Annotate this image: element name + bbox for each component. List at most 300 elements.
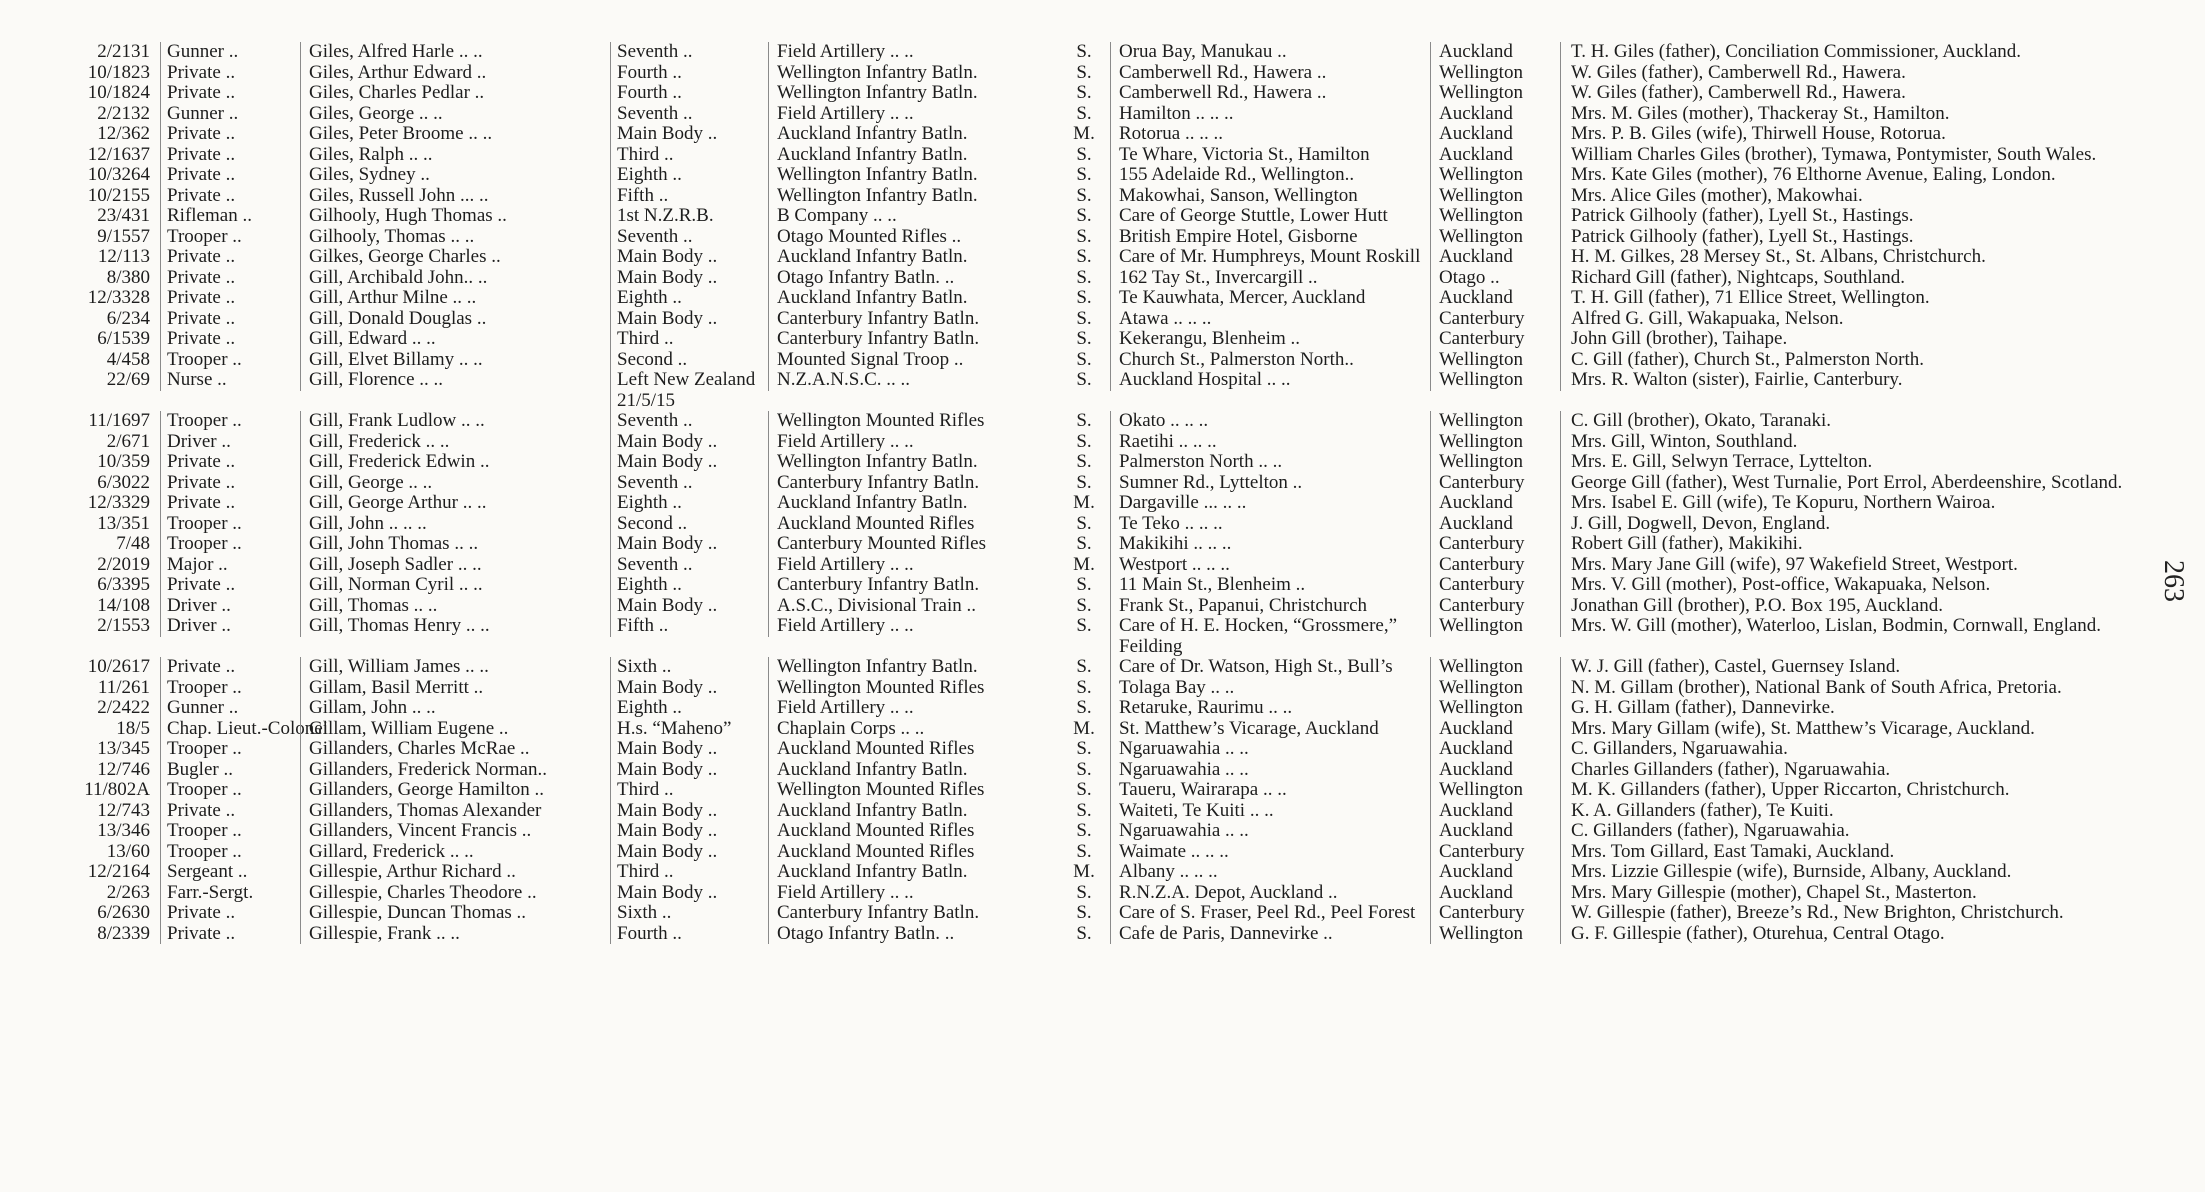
district-cell: Auckland: [1430, 124, 1560, 145]
draft-cell: Main Body ..: [610, 842, 768, 863]
address-cell: Care of George Stuttle, Lower Hutt: [1110, 206, 1430, 227]
unit-cell: Otago Mounted Rifles ..: [768, 227, 1058, 248]
unit-cell: Auckland Infantry Batln.: [768, 801, 1058, 822]
marital-status-cell: S.: [1076, 41, 1092, 62]
regimental-number-cell: 14/108: [97, 594, 150, 616]
marital-status-cell: S.: [1076, 676, 1092, 698]
rank-cell: Trooper ..: [160, 842, 300, 863]
next-of-kin-cell: Alfred G. Gill, Wakapuaka, Nelson.: [1560, 309, 2140, 330]
district-cell: Auckland: [1430, 42, 1560, 63]
address-cell: 162 Tay St., Invercargill ..: [1110, 268, 1430, 289]
next-of-kin-cell: Mrs. Kate Giles (mother), 76 Elthorne Avenue, Ealing, London.: [1560, 165, 2140, 186]
soldier-name-cell: Gill, Elvet Billamy .. ..: [300, 350, 610, 371]
marital-status-cell: M.: [1073, 717, 1095, 739]
district-cell: Canterbury: [1430, 842, 1560, 863]
unit-cell: Wellington Infantry Batln.: [768, 63, 1058, 84]
unit-cell: Otago Infantry Batln. ..: [768, 268, 1058, 289]
rank-cell: Trooper ..: [160, 821, 300, 842]
table-row: [0, 268, 2140, 289]
next-of-kin-cell: T. H. Gill (father), 71 Ellice Street, Wellington.: [1560, 288, 2140, 309]
address-cell: Care of S. Fraser, Peel Rd., Peel Forest: [1110, 903, 1430, 924]
marital-status-cell: S.: [1076, 369, 1092, 390]
regimental-number-cell: 11/802A: [84, 779, 150, 800]
district-cell: Auckland: [1430, 247, 1560, 268]
regimental-number-cell: 8/2339: [97, 922, 150, 944]
soldier-name-cell: Giles, Alfred Harle .. ..: [300, 42, 610, 63]
draft-cell: Second ..: [610, 350, 768, 371]
draft-cell: Sixth ..: [610, 657, 768, 678]
unit-cell: Field Artillery .. ..: [768, 698, 1058, 719]
marital-status-cell: M.: [1073, 492, 1095, 513]
regimental-number-cell: 6/2630: [97, 902, 150, 923]
next-of-kin-cell: G. H. Gillam (father), Dannevirke.: [1560, 698, 2140, 719]
draft-cell: Main Body ..: [610, 247, 768, 268]
regimental-number-cell: 12/362: [97, 123, 150, 144]
next-of-kin-cell: M. K. Gillanders (father), Upper Riccarton, Christchurch.: [1560, 780, 2140, 801]
regimental-number-cell: 6/234: [106, 307, 150, 329]
rank-cell: Major ..: [160, 555, 300, 576]
soldier-name-cell: Gill, John .. .. ..: [300, 514, 610, 535]
marital-status-cell: S.: [1076, 287, 1092, 308]
address-cell: Te Kauwhata, Mercer, Auckland: [1110, 288, 1430, 309]
table-row: [0, 678, 2140, 699]
next-of-kin-cell: Mrs. Isabel E. Gill (wife), Te Kopuru, Northern Wairoa.: [1560, 493, 2140, 514]
district-cell: Wellington: [1430, 780, 1560, 801]
rank-cell: Private ..: [160, 247, 300, 268]
next-of-kin-cell: Mrs. Lizzie Gillespie (wife), Burnside, Albany, Auckland.: [1560, 862, 2140, 883]
district-cell: Wellington: [1430, 678, 1560, 699]
address-cell: Raetihi .. .. ..: [1110, 432, 1430, 453]
soldier-name-cell: Gillanders, Frederick Norman..: [300, 760, 610, 781]
soldier-name-cell: Gill, Joseph Sadler .. ..: [300, 555, 610, 576]
unit-cell: Wellington Infantry Batln.: [768, 657, 1058, 678]
next-of-kin-cell: N. M. Gillam (brother), National Bank of South Africa, Pretoria.: [1560, 678, 2140, 699]
marital-status-cell: S.: [1076, 246, 1092, 267]
marital-status-cell: S.: [1076, 574, 1092, 595]
regimental-number-cell: 10/2155: [87, 184, 150, 206]
unit-cell: Field Artillery .. ..: [768, 883, 1058, 904]
rank-cell: Private ..: [160, 145, 300, 166]
rank-cell: Private ..: [160, 186, 300, 207]
table-row: [0, 616, 2140, 657]
soldier-name-cell: Gill, Archibald John.. ..: [300, 268, 610, 289]
draft-cell: Main Body ..: [610, 534, 768, 555]
unit-cell: Mounted Signal Troop ..: [768, 350, 1058, 371]
district-cell: Wellington: [1430, 698, 1560, 719]
table-row: [0, 227, 2140, 248]
rank-cell: Private ..: [160, 165, 300, 186]
marital-status-cell: S.: [1076, 82, 1092, 103]
draft-cell: Main Body ..: [610, 124, 768, 145]
address-cell: Te Teko .. .. ..: [1110, 514, 1430, 535]
rank-cell: Bugler ..: [160, 760, 300, 781]
district-cell: Auckland: [1430, 760, 1560, 781]
soldier-name-cell: Gill, Norman Cyril .. ..: [300, 575, 610, 596]
district-cell: Auckland: [1430, 739, 1560, 760]
marital-status-cell: S.: [1076, 61, 1092, 83]
next-of-kin-cell: George Gill (father), West Turnalie, Port Errol, Aberdeenshire, Scotland.: [1560, 473, 2140, 494]
next-of-kin-cell: Mrs. Tom Gillard, East Tamaki, Auckland.: [1560, 842, 2140, 863]
draft-cell: Seventh ..: [610, 555, 768, 576]
table-row: [0, 821, 2140, 842]
next-of-kin-cell: Mrs. R. Walton (sister), Fairlie, Canterbury.: [1560, 370, 2140, 391]
unit-cell: Auckland Infantry Batln.: [768, 760, 1058, 781]
regimental-number-cell: 4/458: [106, 348, 150, 370]
district-cell: Canterbury: [1430, 329, 1560, 350]
marital-status-cell: S.: [1076, 594, 1092, 616]
next-of-kin-cell: G. F. Gillespie (father), Oturehua, Central Otago.: [1560, 924, 2140, 945]
marital-status-cell: S.: [1076, 205, 1092, 226]
regimental-number-cell: 7/48: [116, 533, 150, 554]
unit-cell: Field Artillery .. ..: [768, 432, 1058, 453]
address-cell: Makikihi .. .. ..: [1110, 534, 1430, 555]
rank-cell: Trooper ..: [160, 678, 300, 699]
draft-cell: Sixth ..: [610, 903, 768, 924]
regimental-number-cell: 8/380: [106, 266, 150, 288]
marital-status-cell: S.: [1076, 881, 1092, 903]
district-cell: Canterbury: [1430, 309, 1560, 330]
soldier-name-cell: Gillard, Frederick .. ..: [300, 842, 610, 863]
table-row: [0, 534, 2140, 555]
rank-cell: Trooper ..: [160, 411, 300, 432]
district-cell: Wellington: [1430, 227, 1560, 248]
rank-cell: Trooper ..: [160, 780, 300, 801]
marital-status-cell: M.: [1073, 861, 1095, 882]
rank-cell: Sergeant ..: [160, 862, 300, 883]
regimental-number-cell: 22/69: [106, 369, 150, 390]
address-cell: Waiteti, Te Kuiti .. ..: [1110, 801, 1430, 822]
table-row: [0, 514, 2140, 535]
district-cell: Wellington: [1430, 206, 1560, 227]
rank-cell: Private ..: [160, 329, 300, 350]
address-cell: Waimate .. .. ..: [1110, 842, 1430, 863]
next-of-kin-cell: Mrs. Alice Giles (mother), Makowhai.: [1560, 186, 2140, 207]
district-cell: Canterbury: [1430, 903, 1560, 924]
draft-cell: Third ..: [610, 145, 768, 166]
district-cell: Wellington: [1430, 370, 1560, 391]
soldier-name-cell: Gillam, John .. ..: [300, 698, 610, 719]
next-of-kin-cell: Mrs. W. Gill (mother), Waterloo, Lislan, Bodmin, Cornwall, England.: [1560, 616, 2140, 637]
table-row: [0, 719, 2140, 740]
regimental-number-cell: 11/1697: [88, 410, 150, 431]
soldier-name-cell: Gill, Frederick .. ..: [300, 432, 610, 453]
rank-cell: Private ..: [160, 309, 300, 330]
next-of-kin-cell: J. Gill, Dogwell, Devon, England.: [1560, 514, 2140, 535]
regimental-number-cell: 2/1553: [97, 615, 150, 636]
marital-status-cell: S.: [1076, 697, 1092, 718]
address-cell: Taueru, Wairarapa .. ..: [1110, 780, 1430, 801]
district-cell: Wellington: [1430, 452, 1560, 473]
table-row: [0, 104, 2140, 125]
regimental-number-cell: 11/261: [97, 676, 150, 698]
marital-status-cell: S.: [1076, 820, 1092, 841]
table-row: [0, 739, 2140, 760]
draft-cell: Second ..: [610, 514, 768, 535]
district-cell: Wellington: [1430, 350, 1560, 371]
draft-cell: Main Body ..: [610, 801, 768, 822]
soldier-name-cell: Gill, Frederick Edwin ..: [300, 452, 610, 473]
soldier-name-cell: Gilkes, George Charles ..: [300, 247, 610, 268]
soldier-name-cell: Giles, Arthur Edward ..: [300, 63, 610, 84]
address-cell: Sumner Rd., Lyttelton ..: [1110, 473, 1430, 494]
marital-status-cell: S.: [1076, 348, 1092, 370]
unit-cell: Auckland Infantry Batln.: [768, 145, 1058, 166]
table-row: [0, 288, 2140, 309]
unit-cell: Wellington Infantry Batln.: [768, 165, 1058, 186]
soldier-name-cell: Gillespie, Frank .. ..: [300, 924, 610, 945]
address-cell: 11 Main St., Blenheim ..: [1110, 575, 1430, 596]
next-of-kin-cell: T. H. Giles (father), Conciliation Commissioner, Auckland.: [1560, 42, 2140, 63]
table-row: [0, 596, 2140, 617]
address-cell: Atawa .. .. ..: [1110, 309, 1430, 330]
soldier-name-cell: Giles, Ralph .. ..: [300, 145, 610, 166]
table-row: [0, 247, 2140, 268]
unit-cell: Wellington Infantry Batln.: [768, 186, 1058, 207]
soldier-name-cell: Gillanders, George Hamilton ..: [300, 780, 610, 801]
soldier-name-cell: Gillanders, Vincent Francis ..: [300, 821, 610, 842]
district-cell: Canterbury: [1430, 575, 1560, 596]
marital-status-cell: S.: [1076, 779, 1092, 800]
rank-cell: Private ..: [160, 657, 300, 678]
next-of-kin-cell: William Charles Giles (brother), Tymawa, Pontymister, South Wales.: [1560, 145, 2140, 166]
address-cell: Retaruke, Raurimu .. ..: [1110, 698, 1430, 719]
unit-cell: Auckland Mounted Rifles: [768, 739, 1058, 760]
rank-cell: Driver ..: [160, 432, 300, 453]
regimental-number-cell: 9/1557: [97, 225, 150, 247]
table-row: [0, 555, 2140, 576]
address-cell: Cafe de Paris, Dannevirke ..: [1110, 924, 1430, 945]
soldier-name-cell: Gill, Arthur Milne .. ..: [300, 288, 610, 309]
table-row: [0, 309, 2140, 330]
regimental-number-cell: 2/2422: [97, 697, 150, 718]
next-of-kin-cell: W. J. Gill (father), Castel, Guernsey Island.: [1560, 657, 2140, 678]
table-row: [0, 411, 2140, 432]
soldier-name-cell: Gill, Thomas Henry .. ..: [300, 616, 610, 637]
table-row: [0, 63, 2140, 84]
next-of-kin-cell: K. A. Gillanders (father), Te Kuiti.: [1560, 801, 2140, 822]
address-cell: Ngaruawahia .. ..: [1110, 760, 1430, 781]
marital-status-cell: S.: [1076, 471, 1092, 493]
district-cell: Wellington: [1430, 63, 1560, 84]
rank-cell: Private ..: [160, 83, 300, 104]
draft-cell: Main Body ..: [610, 268, 768, 289]
draft-cell: Main Body ..: [610, 432, 768, 453]
rank-cell: Private ..: [160, 452, 300, 473]
address-cell: Rotorua .. .. ..: [1110, 124, 1430, 145]
unit-cell: Field Artillery .. ..: [768, 42, 1058, 63]
regimental-number-cell: 2/2131: [97, 41, 150, 62]
regimental-number-cell: 2/671: [106, 430, 150, 452]
address-cell: Auckland Hospital .. ..: [1110, 370, 1430, 391]
next-of-kin-cell: C. Gillanders (father), Ngaruawahia.: [1560, 821, 2140, 842]
regimental-number-cell: 12/746: [97, 758, 150, 780]
rank-cell: Trooper ..: [160, 514, 300, 535]
district-cell: Canterbury: [1430, 596, 1560, 617]
rank-cell: Trooper ..: [160, 350, 300, 371]
draft-cell: Fourth ..: [610, 83, 768, 104]
unit-cell: Wellington Mounted Rifles: [768, 411, 1058, 432]
draft-cell: Seventh ..: [610, 42, 768, 63]
regimental-number-cell: 10/2617: [87, 656, 150, 677]
table-row: [0, 842, 2140, 863]
marital-status-cell: S.: [1076, 840, 1092, 862]
rank-cell: Trooper ..: [160, 739, 300, 760]
draft-cell: Third ..: [610, 329, 768, 350]
marital-status-cell: S.: [1076, 164, 1092, 185]
soldier-name-cell: Gillanders, Thomas Alexander: [300, 801, 610, 822]
soldier-name-cell: Giles, Sydney ..: [300, 165, 610, 186]
draft-cell: Seventh ..: [610, 227, 768, 248]
unit-cell: Field Artillery .. ..: [768, 104, 1058, 125]
table-row: [0, 186, 2140, 207]
address-cell: Frank St., Papanui, Christchurch: [1110, 596, 1430, 617]
next-of-kin-cell: Patrick Gilhooly (father), Lyell St., Hastings.: [1560, 206, 2140, 227]
regimental-number-cell: 12/113: [97, 246, 150, 267]
address-cell: Westport .. .. ..: [1110, 555, 1430, 576]
table-row: [0, 432, 2140, 453]
regimental-number-cell: 2/2132: [97, 102, 150, 124]
table-row: [0, 473, 2140, 494]
unit-cell: Chaplain Corps .. ..: [768, 719, 1058, 740]
marital-status-cell: S.: [1076, 512, 1092, 534]
rank-cell: Chap. Lieut.-Colonel: [160, 719, 300, 740]
unit-cell: Wellington Infantry Batln.: [768, 83, 1058, 104]
table-row: [0, 862, 2140, 883]
address-cell: Church St., Palmerston North..: [1110, 350, 1430, 371]
marital-status-cell: S.: [1076, 738, 1092, 759]
table-row: [0, 145, 2140, 166]
address-cell: 155 Adelaide Rd., Wellington..: [1110, 165, 1430, 186]
address-cell: Camberwell Rd., Hawera ..: [1110, 63, 1430, 84]
draft-cell: Left New Zealand 21/5/15: [610, 370, 768, 411]
draft-cell: 1st N.Z.R.B.: [610, 206, 768, 227]
address-cell: Palmerston North .. ..: [1110, 452, 1430, 473]
draft-cell: Fifth ..: [610, 616, 768, 637]
table-row: [0, 42, 2140, 63]
draft-cell: Fourth ..: [610, 924, 768, 945]
unit-cell: Auckland Infantry Batln.: [768, 862, 1058, 883]
rank-cell: Private ..: [160, 124, 300, 145]
unit-cell: Canterbury Infantry Batln.: [768, 903, 1058, 924]
district-cell: Auckland: [1430, 514, 1560, 535]
marital-status-cell: S.: [1076, 225, 1092, 247]
soldier-name-cell: Gill, Thomas .. ..: [300, 596, 610, 617]
draft-cell: Fourth ..: [610, 63, 768, 84]
address-cell: Albany .. .. ..: [1110, 862, 1430, 883]
regimental-number-cell: 13/351: [97, 512, 150, 534]
rank-cell: Nurse ..: [160, 370, 300, 391]
marital-status-cell: S.: [1076, 615, 1092, 636]
regimental-number-cell: 10/1824: [87, 82, 150, 103]
address-cell: Te Whare, Victoria St., Hamilton: [1110, 145, 1430, 166]
address-cell: Makowhai, Sanson, Wellington: [1110, 186, 1430, 207]
regimental-number-cell: 10/359: [97, 451, 150, 472]
address-cell: Care of Dr. Watson, High St., Bull’s: [1110, 657, 1430, 678]
marital-status-cell: S.: [1076, 266, 1092, 288]
address-cell: Care of Mr. Humphreys, Mount Roskill: [1110, 247, 1430, 268]
district-cell: Canterbury: [1430, 555, 1560, 576]
regimental-number-cell: 18/5: [116, 717, 150, 739]
draft-cell: Main Body ..: [610, 678, 768, 699]
rank-cell: Private ..: [160, 268, 300, 289]
unit-cell: Canterbury Infantry Batln.: [768, 575, 1058, 596]
district-cell: Canterbury: [1430, 473, 1560, 494]
next-of-kin-cell: Richard Gill (father), Nightcaps, Southland.: [1560, 268, 2140, 289]
draft-cell: Seventh ..: [610, 104, 768, 125]
address-cell: Dargaville ... .. ..: [1110, 493, 1430, 514]
rank-cell: Rifleman ..: [160, 206, 300, 227]
marital-status-cell: S.: [1076, 656, 1092, 677]
rank-cell: Private ..: [160, 473, 300, 494]
draft-cell: Main Body ..: [610, 883, 768, 904]
draft-cell: H.s. “Maheno”: [610, 719, 768, 740]
unit-cell: Field Artillery .. ..: [768, 555, 1058, 576]
draft-cell: Seventh ..: [610, 473, 768, 494]
unit-cell: Wellington Infantry Batln.: [768, 452, 1058, 473]
next-of-kin-cell: W. Giles (father), Camberwell Rd., Hawera.: [1560, 83, 2140, 104]
next-of-kin-cell: W. Gillespie (father), Breeze’s Rd., New Brighton, Christchurch.: [1560, 903, 2140, 924]
address-cell: Care of H. E. Hocken, “Grossmere,” Feilding: [1110, 616, 1430, 657]
address-cell: Ngaruawahia .. ..: [1110, 821, 1430, 842]
district-cell: Auckland: [1430, 104, 1560, 125]
marital-status-cell: S.: [1076, 533, 1092, 554]
rank-cell: Private ..: [160, 801, 300, 822]
table-row: [0, 493, 2140, 514]
rank-cell: Driver ..: [160, 596, 300, 617]
next-of-kin-cell: Mrs. V. Gill (mother), Post-office, Wakapuaka, Nelson.: [1560, 575, 2140, 596]
unit-cell: Auckland Mounted Rifles: [768, 821, 1058, 842]
rank-cell: Gunner ..: [160, 104, 300, 125]
unit-cell: Auckland Mounted Rifles: [768, 514, 1058, 535]
rank-cell: Private ..: [160, 575, 300, 596]
district-cell: Auckland: [1430, 288, 1560, 309]
table-row: [0, 760, 2140, 781]
draft-cell: Main Body ..: [610, 309, 768, 330]
draft-cell: Main Body ..: [610, 596, 768, 617]
draft-cell: Eighth ..: [610, 575, 768, 596]
marital-status-cell: S.: [1076, 307, 1092, 329]
table-row: [0, 452, 2140, 473]
page-number: 263: [2158, 560, 2189, 602]
next-of-kin-cell: Robert Gill (father), Makikihi.: [1560, 534, 2140, 555]
unit-cell: Canterbury Infantry Batln.: [768, 473, 1058, 494]
next-of-kin-cell: Mrs. Mary Gillespie (mother), Chapel St., Masterton.: [1560, 883, 2140, 904]
regimental-number-cell: 6/3395: [97, 574, 150, 595]
next-of-kin-cell: C. Gillanders, Ngaruawahia.: [1560, 739, 2140, 760]
marital-status-cell: M.: [1073, 123, 1095, 144]
rank-cell: Private ..: [160, 903, 300, 924]
table-row: [0, 883, 2140, 904]
soldier-name-cell: Giles, Peter Broome .. ..: [300, 124, 610, 145]
regimental-number-cell: 12/3328: [87, 287, 150, 308]
regimental-number-cell: 2/263: [106, 881, 150, 903]
soldier-name-cell: Gillanders, Charles McRae ..: [300, 739, 610, 760]
marital-status-cell: S.: [1076, 922, 1092, 944]
address-cell: Camberwell Rd., Hawera ..: [1110, 83, 1430, 104]
unit-cell: N.Z.A.N.S.C. .. ..: [768, 370, 1058, 391]
next-of-kin-cell: Mrs. M. Giles (mother), Thackeray St., Hamilton.: [1560, 104, 2140, 125]
next-of-kin-cell: C. Gill (brother), Okato, Taranaki.: [1560, 411, 2140, 432]
rank-cell: Farr.-Sergt.: [160, 883, 300, 904]
soldier-name-cell: Gillespie, Duncan Thomas ..: [300, 903, 610, 924]
next-of-kin-cell: W. Giles (father), Camberwell Rd., Hawera.: [1560, 63, 2140, 84]
next-of-kin-cell: H. M. Gilkes, 28 Mersey St., St. Albans, Christchurch.: [1560, 247, 2140, 268]
rank-cell: Private ..: [160, 493, 300, 514]
unit-cell: Otago Infantry Batln. ..: [768, 924, 1058, 945]
rank-cell: Gunner ..: [160, 42, 300, 63]
district-cell: Auckland: [1430, 801, 1560, 822]
address-cell: Okato .. .. ..: [1110, 411, 1430, 432]
